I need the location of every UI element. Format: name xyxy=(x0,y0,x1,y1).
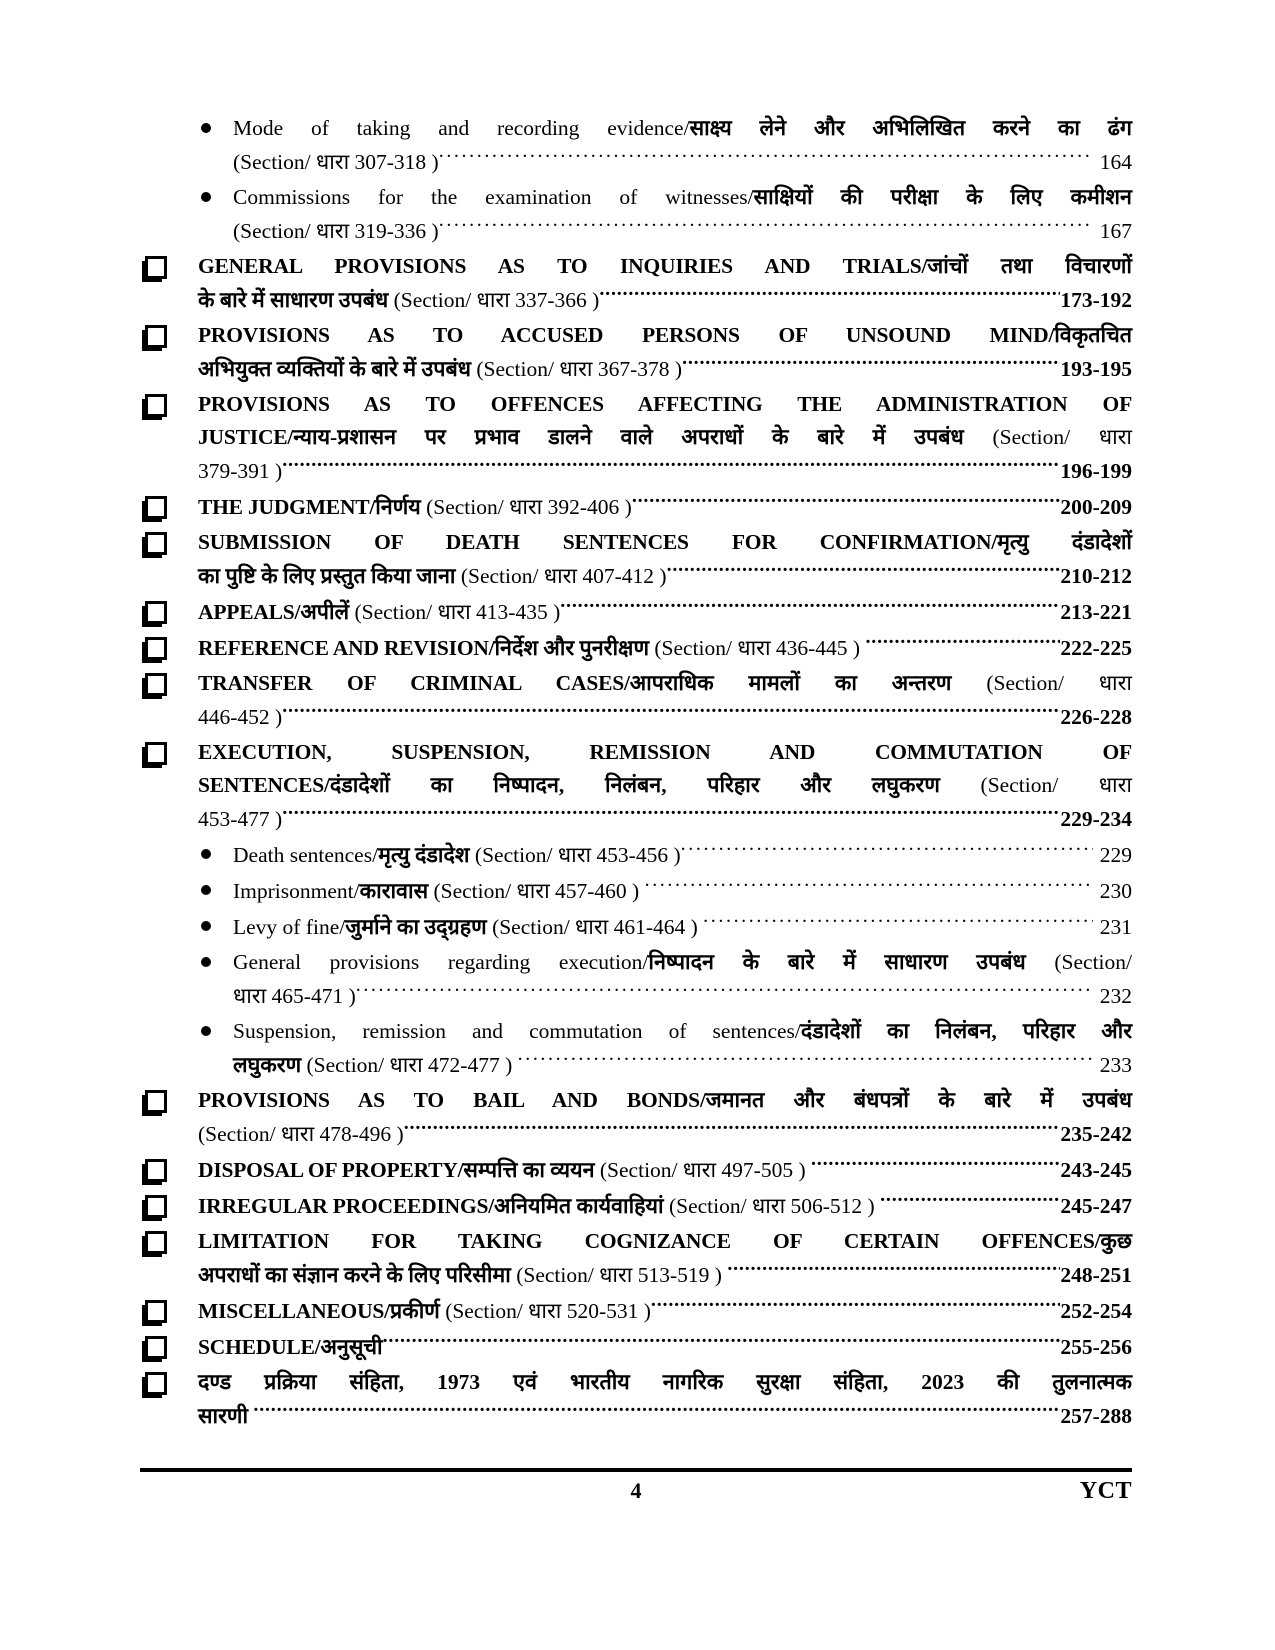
toc-text: का पुष्टि के लिए प्रस्तुत किया जाना (Section/ धारा 407-412 ) xyxy=(198,564,667,588)
toc-entry xyxy=(140,181,1132,248)
page-ref: 252-254 xyxy=(1060,1299,1132,1323)
checkbox-icon xyxy=(140,1189,198,1223)
dot-leader xyxy=(404,1117,1061,1141)
toc-text: General provisions regarding execution/निष्पादन के बारे में साधारण उपबंध (Section/ xyxy=(233,950,1132,974)
toc-entry xyxy=(140,1084,1132,1151)
toc-entry xyxy=(140,1015,1132,1082)
page-ref: 200-209 xyxy=(1060,495,1132,519)
dot-leader xyxy=(282,700,1060,724)
page-ref: 231 xyxy=(1099,915,1132,939)
toc-text: Mode of taking and recording evidence/साक्ष्य लेने और अभिलिखित करने का ढंग xyxy=(233,116,1132,140)
toc-entry-body xyxy=(198,1153,1132,1187)
page-ref: 210-212 xyxy=(1060,564,1132,588)
toc-line xyxy=(198,1258,1132,1292)
dot-leader xyxy=(356,979,1093,1003)
dot-leader xyxy=(599,283,1060,307)
toc-entry-body xyxy=(198,1225,1132,1292)
dot-leader xyxy=(518,1048,1093,1072)
toc-entry-body xyxy=(198,388,1132,488)
toc-line xyxy=(233,910,1132,944)
page-ref: 229-234 xyxy=(1060,807,1132,831)
page-ref: 196-199 xyxy=(1060,459,1132,483)
dot-leader xyxy=(703,910,1093,934)
toc-entry-body xyxy=(198,1084,1132,1151)
toc-entry xyxy=(140,1189,1132,1223)
toc-line xyxy=(233,874,1132,908)
toc-entry xyxy=(140,631,1132,665)
toc-line xyxy=(198,388,1132,421)
toc-entry-body xyxy=(198,490,1132,524)
toc-entry-body xyxy=(198,1366,1132,1433)
toc-line xyxy=(198,1399,1132,1433)
toc-line xyxy=(198,769,1132,802)
toc-entry-body xyxy=(198,595,1132,629)
toc-text: SENTENCES/दंडादेशों का निष्पादन, निलंबन, परिहार और लघुकरण (Section/ धारा xyxy=(198,773,1132,797)
toc-text: MISCELLANEOUS/प्रकीर्ण (Section/ धारा 520-531 ) xyxy=(198,1299,651,1323)
toc-entry-body xyxy=(198,736,1132,836)
toc-text: PROVISIONS AS TO ACCUSED PERSONS OF UNSOUND MIND/विकृतचित xyxy=(198,323,1132,347)
toc-line xyxy=(198,490,1132,524)
toc-line xyxy=(198,283,1132,317)
toc-entry xyxy=(140,1294,1132,1328)
toc-text: के बारे में साधारण उपबंध (Section/ धारा 337-366 ) xyxy=(198,288,600,312)
toc-entry-body xyxy=(233,910,1132,944)
checkbox-icon xyxy=(140,1084,198,1151)
toc-text: TRANSFER OF CRIMINAL CASES/आपराधिक मामलों का अन्तरण (Section/ धारा xyxy=(198,671,1132,695)
toc-text: (Section/ धारा 319-336 ) xyxy=(233,219,439,243)
toc-text: अभियुक्त व्यक्तियों के बारे में उपबंध (Section/ धारा 367-378 ) xyxy=(198,357,683,381)
dot-leader xyxy=(811,1153,1060,1177)
bullet-icon xyxy=(200,112,233,179)
bullet-icon xyxy=(200,874,233,908)
checkbox-icon xyxy=(140,1330,198,1364)
toc-entry-body xyxy=(198,667,1132,734)
toc-text: LIMITATION FOR TAKING COGNIZANCE OF CERTAIN OFFENCES/कुछ xyxy=(198,1229,1132,1253)
toc-entry-body xyxy=(198,526,1132,593)
toc-text: IRREGULAR PROCEEDINGS/अनियमित कार्यवाहियां (Section/ धारा 506-512 ) xyxy=(198,1194,881,1218)
toc-line xyxy=(198,352,1132,386)
checkbox-icon xyxy=(140,388,198,488)
toc-line xyxy=(198,454,1132,488)
toc-entry xyxy=(140,595,1132,629)
checkbox-icon xyxy=(140,319,198,386)
toc-entry xyxy=(140,910,1132,944)
toc-entry-body xyxy=(198,319,1132,386)
toc-entry xyxy=(140,526,1132,593)
toc-entry xyxy=(140,1366,1132,1433)
toc-line xyxy=(198,526,1132,559)
dot-leader xyxy=(560,595,1060,619)
toc-text: अपराधों का संज्ञान करने के लिए परिसीमा (Section/ धारा 513-519 ) xyxy=(198,1263,728,1287)
toc-text: 446-452 ) xyxy=(198,705,283,729)
toc-line xyxy=(198,421,1132,454)
toc-text: लघुकरण (Section/ धारा 472-477 ) xyxy=(233,1053,518,1077)
toc-line xyxy=(233,145,1132,179)
toc-text: Suspension, remission and commutation of sentences/दंडादेशों का निलंबन, परिहार और xyxy=(233,1019,1132,1043)
bullet-icon xyxy=(200,946,233,1013)
toc-line xyxy=(198,667,1132,700)
toc-line xyxy=(198,1330,1132,1364)
page-ref: 230 xyxy=(1099,879,1132,903)
toc-line xyxy=(233,946,1132,979)
toc-entry-body xyxy=(233,946,1132,1013)
toc-text: SCHEDULE/अनुसूची xyxy=(198,1335,383,1359)
toc-entry-body xyxy=(233,181,1132,248)
toc-line xyxy=(198,1366,1132,1399)
toc-text: APPEALS/अपीलें (Section/ धारा 413-435 ) xyxy=(198,600,561,624)
dot-leader xyxy=(727,1258,1060,1282)
footer-page-number: 4 xyxy=(630,1478,642,1503)
page-ref: 248-251 xyxy=(1060,1263,1132,1287)
page-ref: 229 xyxy=(1099,843,1132,867)
dot-leader xyxy=(439,145,1093,169)
page-ref: 213-221 xyxy=(1060,600,1132,624)
toc-entry xyxy=(140,838,1132,872)
toc-text: Imprisonment/कारावास (Section/ धारा 457-460 ) xyxy=(233,879,645,903)
toc-entry-body xyxy=(198,1330,1132,1364)
checkbox-icon xyxy=(140,736,198,836)
toc-text: (Section/ धारा 478-496 ) xyxy=(198,1122,404,1146)
page-ref: 235-242 xyxy=(1060,1122,1132,1146)
toc-text: (Section/ धारा 307-318 ) xyxy=(233,150,439,174)
dot-leader xyxy=(682,352,1060,376)
dot-leader xyxy=(865,631,1060,655)
dot-leader xyxy=(253,1399,1060,1423)
checkbox-icon xyxy=(140,631,198,665)
toc-entry xyxy=(140,112,1132,179)
toc-line xyxy=(198,250,1132,283)
toc-line xyxy=(198,1153,1132,1187)
dot-leader xyxy=(681,838,1093,862)
toc-entry xyxy=(140,490,1132,524)
toc-text: JUSTICE/न्याय-प्रशासन पर प्रभाव डालने वाले अपराधों के बारे में उपबंध (Section/ धारा xyxy=(198,425,1132,449)
checkbox-icon xyxy=(140,1153,198,1187)
toc-text: Commissions for the examination of witnesses/साक्षियों की परीक्षा के लिए कमीशन xyxy=(233,185,1132,209)
page-ref: 233 xyxy=(1099,1053,1132,1077)
dot-leader xyxy=(282,802,1060,826)
toc-line xyxy=(198,1294,1132,1328)
toc-line xyxy=(198,319,1132,352)
toc-entry xyxy=(140,1225,1132,1292)
dot-leader xyxy=(632,490,1061,514)
checkbox-icon xyxy=(140,490,198,524)
toc-line xyxy=(198,595,1132,629)
dot-leader xyxy=(383,1330,1061,1354)
toc-entry-body xyxy=(198,631,1132,665)
checkbox-icon xyxy=(140,595,198,629)
checkbox-icon xyxy=(140,667,198,734)
toc-text: EXECUTION, SUSPENSION, REMISSION AND COMMUTATION OF xyxy=(198,740,1132,764)
toc-text: 379-391 ) xyxy=(198,459,283,483)
toc-text: धारा 465-471 ) xyxy=(233,984,356,1008)
toc-text: SUBMISSION OF DEATH SENTENCES FOR CONFIRMATION/मृत्यु दंडादेशों xyxy=(198,530,1133,554)
toc-entry xyxy=(140,388,1132,488)
toc-entry xyxy=(140,946,1132,1013)
toc-text: DISPOSAL OF PROPERTY/सम्पत्ति का व्ययन (Section/ धारा 497-505 ) xyxy=(198,1158,811,1182)
toc-line xyxy=(198,802,1132,836)
page-ref: 255-256 xyxy=(1060,1335,1132,1359)
toc-line xyxy=(233,979,1132,1013)
page-ref: 164 xyxy=(1099,150,1132,174)
toc-line xyxy=(233,214,1132,248)
toc-text: GENERAL PROVISIONS AS TO INQUIRIES AND TRIALS/जांचों तथा विचारणों xyxy=(198,254,1132,278)
toc-entry xyxy=(140,1153,1132,1187)
toc-entry xyxy=(140,1330,1132,1364)
toc-line xyxy=(198,700,1132,734)
dot-leader xyxy=(439,214,1093,238)
toc-entry xyxy=(140,736,1132,836)
page-ref: 193-195 xyxy=(1060,357,1132,381)
toc-line xyxy=(233,181,1132,214)
toc-line xyxy=(198,559,1132,593)
toc-text: PROVISIONS AS TO OFFENCES AFFECTING THE ADMINISTRATION OF xyxy=(198,392,1132,416)
toc-entry-body xyxy=(233,874,1132,908)
toc-entry-body xyxy=(198,1189,1132,1223)
toc-entry xyxy=(140,667,1132,734)
toc-entry xyxy=(140,874,1132,908)
toc-line xyxy=(198,1084,1132,1117)
bullet-icon xyxy=(200,1015,233,1082)
checkbox-icon xyxy=(140,250,198,317)
toc-text: Levy of fine/जुर्माने का उद्ग्रहण (Section/ धारा 461-464 ) xyxy=(233,915,704,939)
toc-text: सारणी xyxy=(198,1404,254,1428)
page-ref: 257-288 xyxy=(1060,1404,1132,1428)
toc-line xyxy=(198,1225,1132,1258)
toc-list xyxy=(140,112,1132,1435)
footer-rule xyxy=(140,1468,1132,1472)
dot-leader xyxy=(645,874,1093,898)
toc-line xyxy=(198,631,1132,665)
dot-leader xyxy=(282,454,1060,478)
checkbox-icon xyxy=(140,1366,198,1433)
toc-entry-body xyxy=(198,250,1132,317)
toc-line xyxy=(233,1015,1132,1048)
toc-line xyxy=(233,838,1132,872)
toc-entry-body xyxy=(233,838,1132,872)
checkbox-icon xyxy=(140,1294,198,1328)
bullet-icon xyxy=(200,838,233,872)
toc-entry-body xyxy=(233,1015,1132,1082)
page-ref: 167 xyxy=(1099,219,1132,243)
toc-text: दण्ड प्रक्रिया संहिता, 1973 एवं भारतीय नागरिक सुरक्षा संहिता, 2023 की तुलनात्मक xyxy=(198,1370,1132,1394)
page-ref: 226-228 xyxy=(1060,705,1132,729)
toc-entry-body xyxy=(198,1294,1132,1328)
page-ref: 232 xyxy=(1099,984,1132,1008)
toc-line xyxy=(233,1048,1132,1082)
bullet-icon xyxy=(200,181,233,248)
toc-text: THE JUDGMENT/निर्णय (Section/ धारा 392-406 ) xyxy=(198,495,632,519)
dot-leader xyxy=(651,1294,1060,1318)
page-ref: 173-192 xyxy=(1060,288,1132,312)
toc-text: REFERENCE AND REVISION/निर्देश और पुनरीक्षण (Section/ धारा 436-445 ) xyxy=(198,636,866,660)
page-ref: 245-247 xyxy=(1060,1194,1132,1218)
footer-brand: YCT xyxy=(1079,1478,1132,1504)
toc-entry xyxy=(140,250,1132,317)
dot-leader xyxy=(880,1189,1060,1213)
page-ref: 222-225 xyxy=(1060,636,1132,660)
checkbox-icon xyxy=(140,526,198,593)
toc-line xyxy=(233,112,1132,145)
toc-entry-body xyxy=(233,112,1132,179)
toc-line xyxy=(198,1117,1132,1151)
toc-text: Death sentences/मृत्यु दंडादेश (Section/ धारा 453-456 ) xyxy=(233,843,681,867)
toc-line xyxy=(198,736,1132,769)
toc-text: 453-477 ) xyxy=(198,807,283,831)
checkbox-icon xyxy=(140,1225,198,1292)
dot-leader xyxy=(667,559,1061,583)
bullet-icon xyxy=(200,910,233,944)
toc-text: PROVISIONS AS TO BAIL AND BONDS/जमानत और बंधपत्रों के बारे में उपबंध xyxy=(198,1088,1132,1112)
toc-entry xyxy=(140,319,1132,386)
toc-line xyxy=(198,1189,1132,1223)
page-ref: 243-245 xyxy=(1060,1158,1132,1182)
